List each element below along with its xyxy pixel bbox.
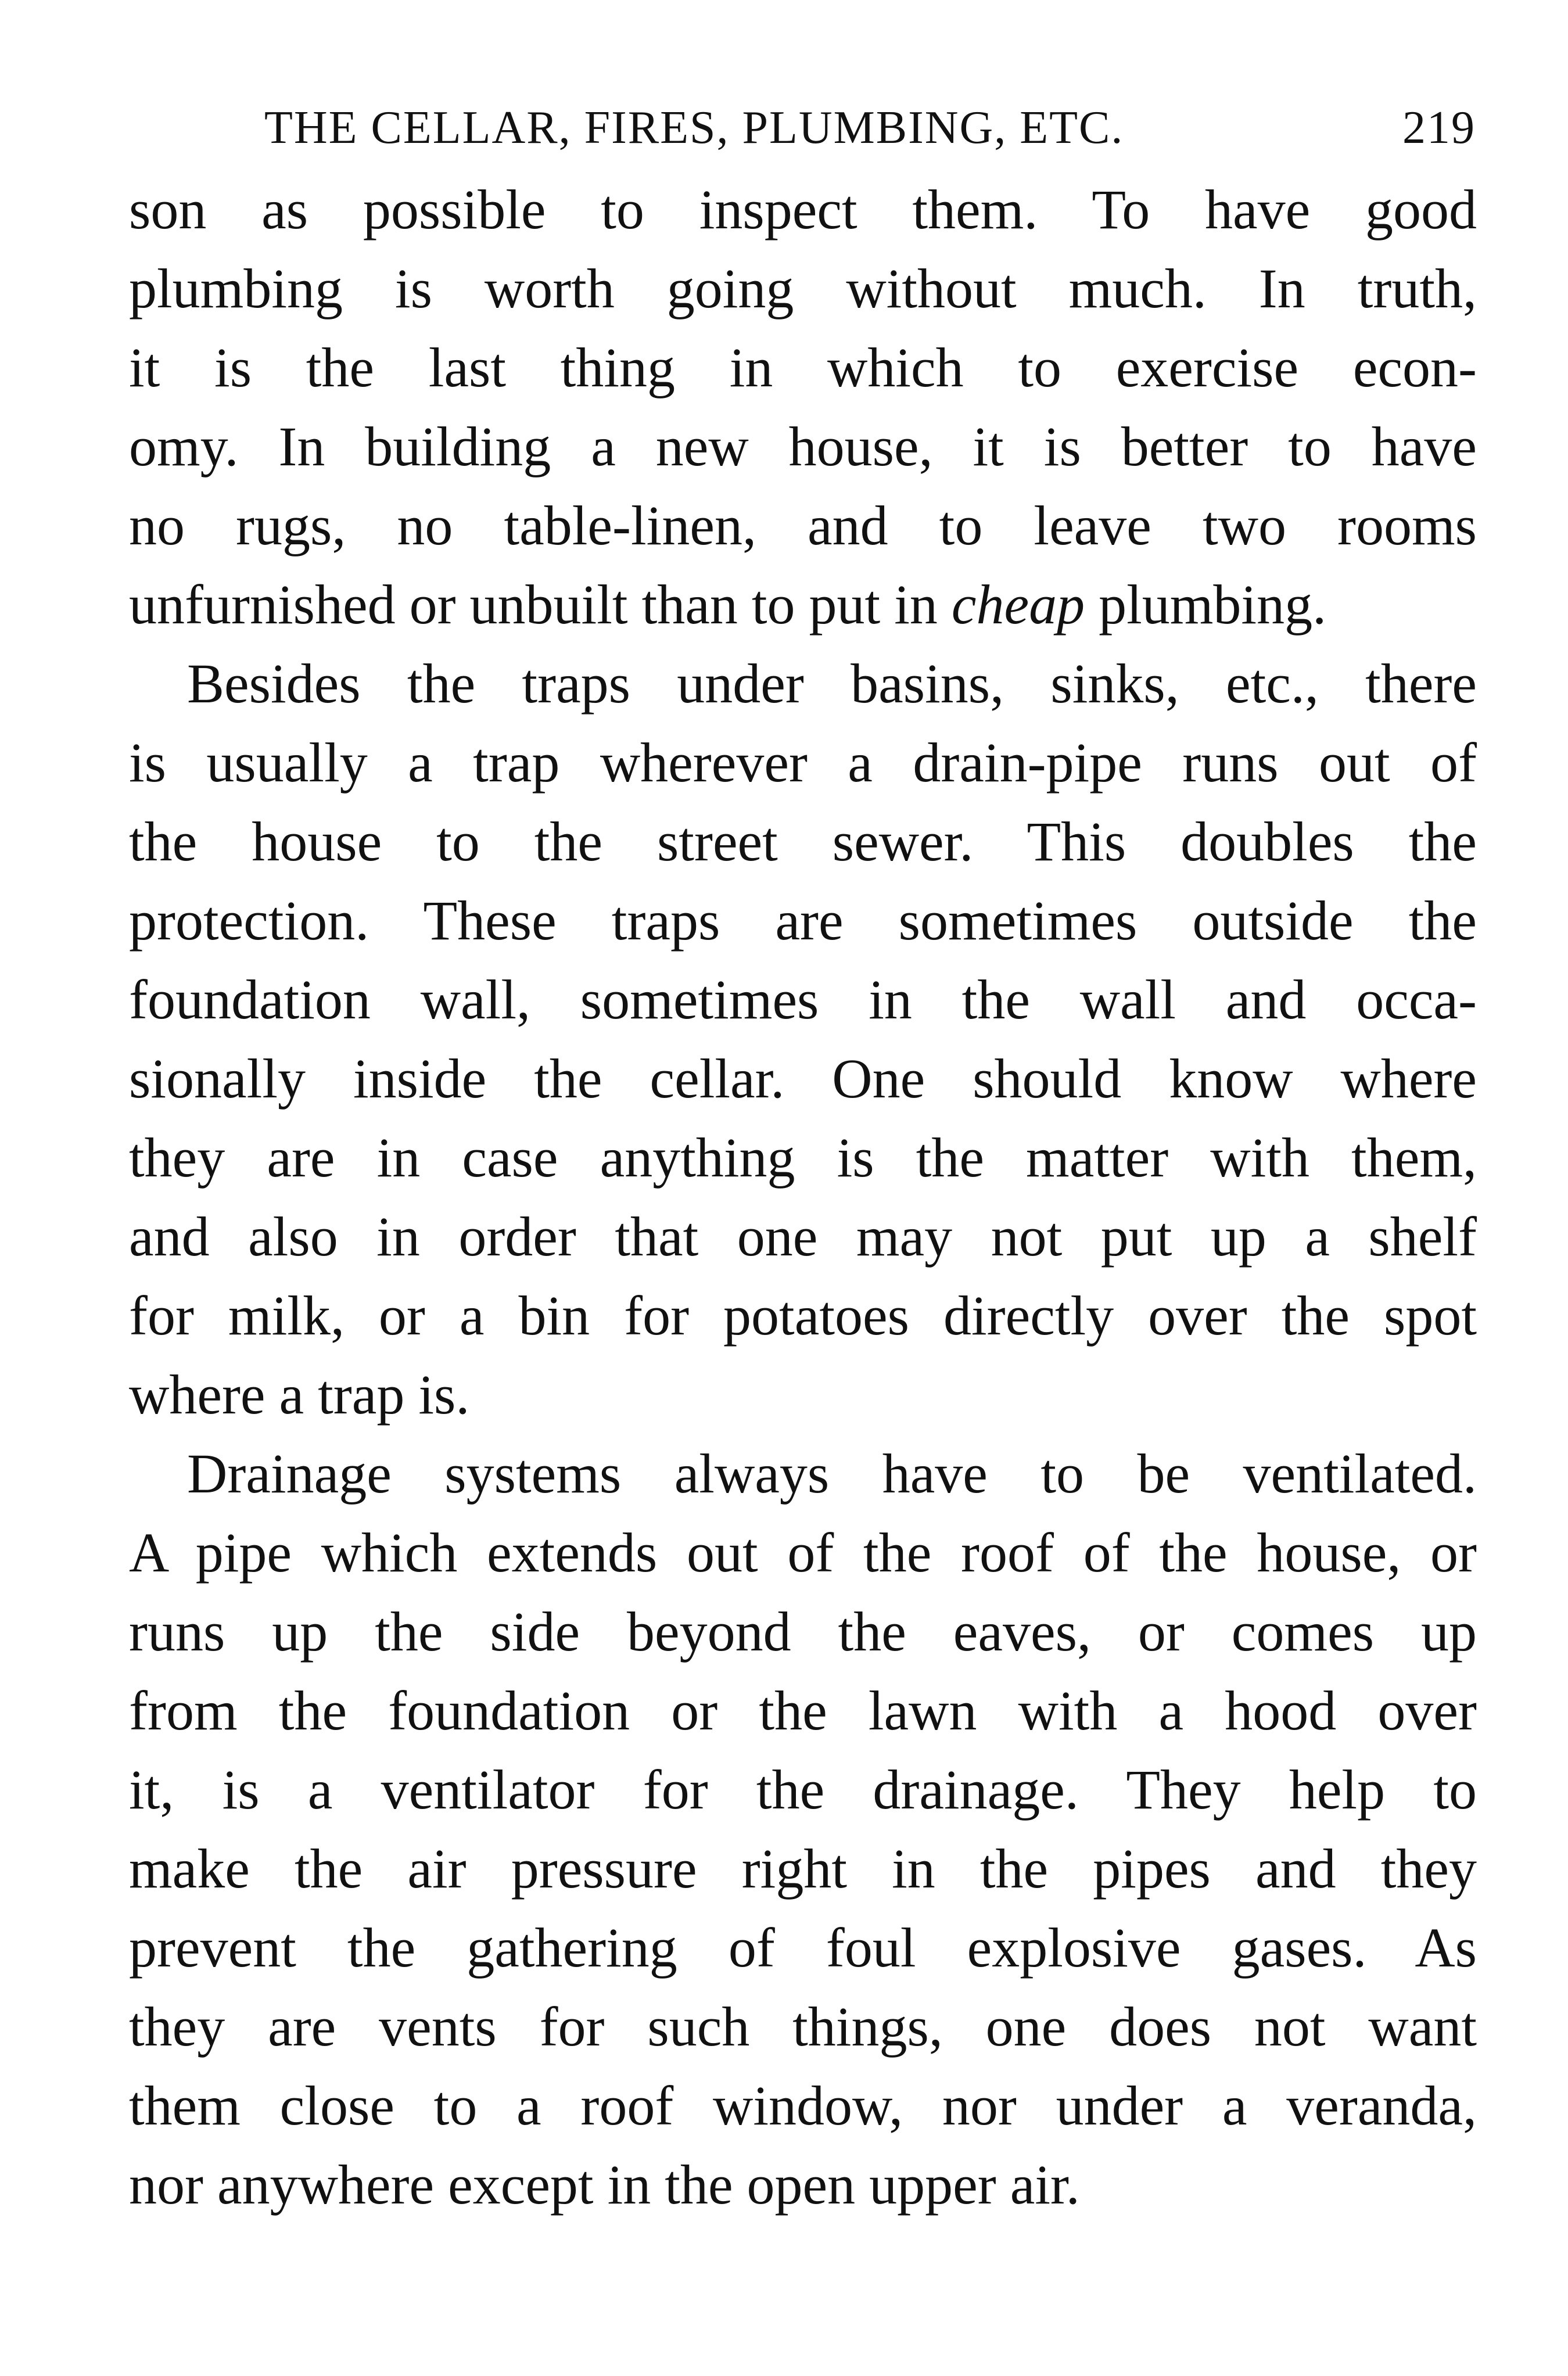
text-line: nor anywhere except in the open upper air. — [129, 2154, 1080, 2216]
text-line: the house to the street sewer. This doubles the — [129, 810, 1477, 873]
text-line: where a trap is. — [129, 1363, 470, 1426]
text-line: A pipe which extends out of the roof of the house, or — [129, 1521, 1477, 1584]
text-line: make the air pressure right in the pipes and they — [129, 1837, 1477, 1900]
body-text — [129, 170, 1477, 2224]
text-line: Besides the traps under basins, sinks, etc., there — [187, 652, 1477, 715]
text-line: they are vents for such things, one does not want — [129, 1995, 1477, 2058]
running-head-title: THE CELLAR, FIRES, PLUMBING, ETC. — [264, 102, 1124, 153]
text-line: and also in order that one may not put up a shelf — [129, 1205, 1477, 1268]
text-line: plumbing is worth going without much. In truth, — [129, 257, 1477, 320]
text-line: prevent the gathering of foul explosive gases. As — [129, 1916, 1477, 1979]
text-line: runs up the side beyond the eaves, or comes up — [129, 1600, 1477, 1663]
text-line: protection. These traps are sometimes outside the — [129, 889, 1477, 952]
text-line: from the foundation or the lawn with a hood over — [129, 1679, 1477, 1742]
text-line: omy. In building a new house, it is better to have — [129, 415, 1477, 478]
paragraph-2 — [129, 644, 1477, 1434]
text-line: them close to a roof window, nor under a veranda, — [129, 2074, 1477, 2137]
text-line — [129, 565, 1477, 644]
paragraph-3 — [129, 1434, 1477, 2224]
text-line: no rugs, no table-linen, and to leave two rooms — [129, 494, 1477, 557]
text-line: it is the last thing in which to exercise econ- — [129, 336, 1477, 399]
text-line: they are in case anything is the matter with them, — [129, 1126, 1477, 1189]
text-line: foundation wall, sometimes in the wall and occa- — [129, 968, 1477, 1031]
text-segment: plumbing. — [1085, 573, 1327, 636]
text-line: it, is a ventilator for the drainage. They help to — [129, 1758, 1477, 1821]
text-line: son as possible to inspect them. To have good — [129, 178, 1477, 241]
text-line: for milk, or a bin for potatoes directly over the spot — [129, 1284, 1477, 1347]
text-line: Drainage systems always have to be ventilated. — [187, 1442, 1477, 1505]
running-head — [264, 96, 1476, 160]
paragraph-1 — [129, 170, 1477, 644]
page-number: 219 — [1402, 102, 1476, 153]
text-line: is usually a trap wherever a drain-pipe runs out of — [129, 731, 1477, 794]
text-segment: unfurnished or unbuilt than to put in — [129, 573, 952, 636]
emphasis-text: cheap — [951, 573, 1085, 636]
text-line: sionally inside the cellar. One should know where — [129, 1047, 1477, 1110]
